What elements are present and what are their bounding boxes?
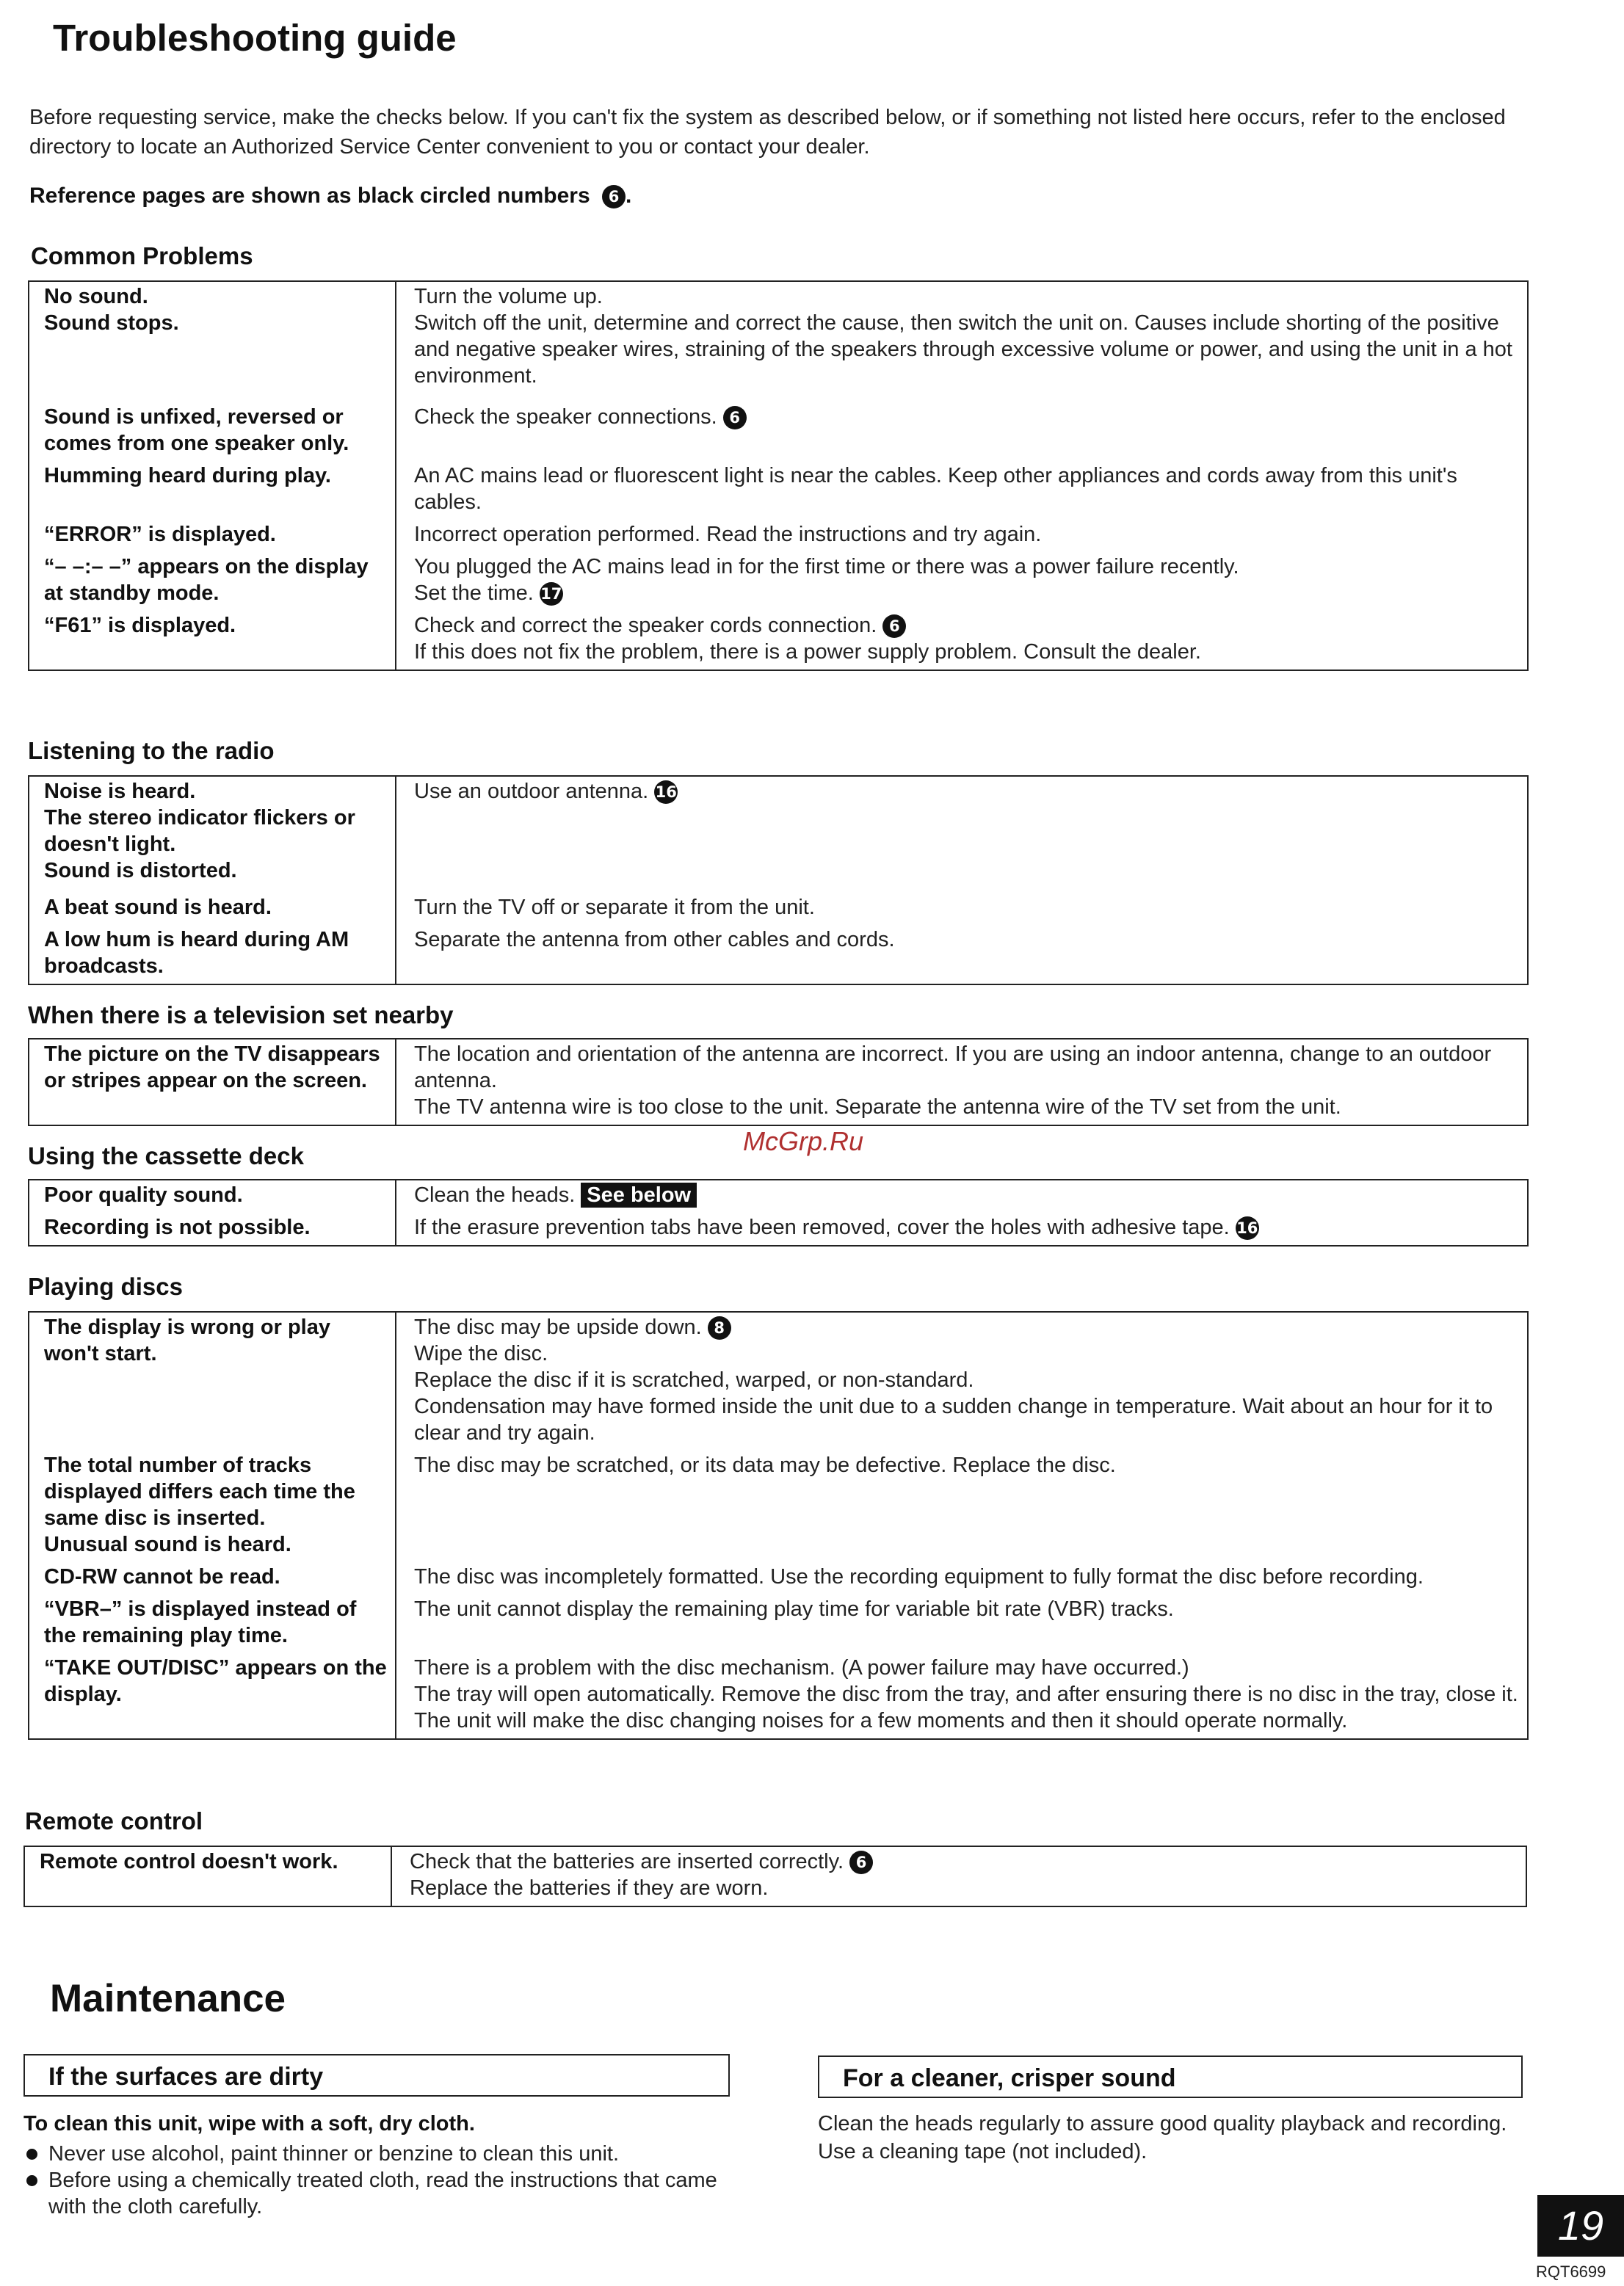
table-row (29, 1312, 1528, 1451)
table-common-problems (28, 280, 1529, 671)
surfaces-bullet-list (23, 2141, 743, 2220)
remedy-cell: Turn the TV off or separate it from the unit. (414, 896, 815, 919)
section-heading-radio: Listening to the radio (28, 737, 275, 764)
remedy-text: Check that the batteries are inserted correctly. (410, 1850, 844, 1873)
section-heading-discs: Playing discs (28, 1273, 183, 1300)
table-remote (23, 1846, 1527, 1907)
remedy-text: Check the speaker connections. (414, 405, 717, 429)
symptom-cell: CD-RW cannot be read. (29, 1562, 396, 1594)
symptom-cell: “– –:– –” appears on the display at standby mode. (29, 552, 396, 611)
watermark: McGrp.Ru (743, 1126, 864, 1156)
symptom-cell: Humming heard during play. (29, 461, 396, 520)
table-row (29, 1562, 1528, 1594)
table-row (29, 281, 1528, 393)
box-heading-cleaner: For a cleaner, crisper sound (818, 2055, 1523, 2098)
remedy-text: Replace the batteries if they are worn. (410, 1876, 769, 1900)
remedy-cell: Turn the volume up. Switch off the unit, determine and correct the cause, then switch the unit on. Causes include shorting of the positive and negative speaker wires, straining of the speakers through excessive volume or power, and using the unit in a hot environment. (414, 285, 1512, 388)
table-cassette (28, 1179, 1529, 1247)
page-title: Troubleshooting guide (53, 17, 457, 59)
table-row (29, 461, 1528, 520)
remedy-text: Use an outdoor antenna. (414, 780, 649, 803)
table-row (29, 925, 1528, 984)
see-below-tag: See below (581, 1183, 697, 1208)
remedy-cell: The location and orientation of the antenna are incorrect. If you are using an indoor antenna, change to an outdoor antenna. The TV antenna wire is too close to the unit. Separate the antenna wire of the TV set from the unit. (414, 1042, 1492, 1119)
remedy-text: Wipe the disc. Replace the disc if it is scratched, warped, or non-standard. Condensation may have formed inside the unit due to a sudden change in temperature. Wait about an hour for it to clear and try again. (414, 1342, 1493, 1445)
remedy-text: The disc may be upside down. (414, 1316, 702, 1339)
symptom-cell: Remote control doesn't work. (24, 1846, 391, 1906)
remedy-cell (391, 1846, 1526, 1906)
cleaner-text: Clean the heads regularly to assure good quality playback and recording. (818, 2112, 1507, 2136)
symptom-cell: “ERROR” is displayed. (29, 520, 396, 552)
symptom-cell: Sound is unfixed, reversed or comes from one speaker only. (29, 393, 396, 461)
table-row (29, 1451, 1528, 1562)
table-radio (28, 775, 1529, 985)
surfaces-lead: To clean this unit, wipe with a soft, dry cloth. (23, 2112, 475, 2136)
table-row (29, 520, 1528, 552)
remedy-text: If this does not fix the problem, there is a power supply problem. Consult the dealer. (414, 640, 1201, 664)
circled-number-icon: 6 (723, 406, 747, 429)
remedy-cell (396, 1312, 1528, 1451)
table-row (29, 1039, 1528, 1125)
surfaces-content (23, 2110, 743, 2220)
section-heading-cassette: Using the cassette deck (28, 1142, 304, 1169)
cleaner-content (818, 2110, 1523, 2166)
remedy-cell: There is a problem with the disc mechanism. (A power failure may have occurred.) The tray will open automatically. Remove the disc from the tray, and after ensuring there is no disc in the tray, close it. The unit will make the disc changing noises for a few moments and then it should operate normally. (414, 1656, 1518, 1732)
remedy-cell: An AC mains lead or fluorescent light is near the cables. Keep other appliances and cords away from this unit's cables. (414, 464, 1457, 514)
table-row (29, 1594, 1528, 1653)
section-heading-television: When there is a television set nearby (28, 1001, 454, 1028)
circled-number-icon: 16 (654, 780, 678, 804)
table-discs (28, 1311, 1529, 1740)
section-heading-remote: Remote control (25, 1807, 203, 1835)
symptom-cell: No sound. Sound stops. (29, 281, 396, 393)
remedy-cell (396, 552, 1528, 611)
remedy-cell: Separate the antenna from other cables and cords. (414, 928, 895, 951)
remedy-cell (396, 611, 1528, 670)
list-item: Never use alcohol, paint thinner or benzine to clean this unit. (23, 2141, 743, 2167)
remedy-cell (396, 1180, 1528, 1213)
table-row (29, 893, 1528, 925)
circled-number-icon: 6 (602, 185, 626, 208)
symptom-cell: Poor quality sound. (29, 1180, 396, 1213)
reference-note: Reference pages are shown as black circled numbers 6 . (29, 184, 632, 208)
table-row (29, 1653, 1528, 1739)
circled-number-icon: 16 (1236, 1216, 1259, 1240)
table-row (29, 552, 1528, 611)
symptom-cell: A low hum is heard during AM broadcasts. (29, 925, 396, 984)
symptom-cell: “TAKE OUT/DISC” appears on the display. (29, 1653, 396, 1739)
remedy-cell: The unit cannot display the remaining play time for variable bit rate (VBR) tracks. (414, 1597, 1174, 1621)
symptom-cell: The display is wrong or play won't start. (29, 1312, 396, 1451)
table-row (29, 1180, 1528, 1213)
symptom-cell: Noise is heard. The stereo indicator flickers or doesn't light. Sound is distorted. (29, 776, 396, 893)
page-number: 19 (1537, 2195, 1624, 2257)
intro-paragraph: Before requesting service, make the checks below. If you can't fix the system as described below, or if something not listed here occurs, refer to the enclosed directory to locate an Authorized Service Center convenient to you or contact your dealer. (29, 106, 1506, 159)
remedy-text: Check and correct the speaker cords connection. (414, 614, 877, 637)
symptom-cell: “F61” is displayed. (29, 611, 396, 670)
table-row (29, 1213, 1528, 1246)
remedy-text: You plugged the AC mains lead in for the first time or there was a power failure recently. Set the time. (414, 555, 1239, 605)
remedy-text: If the erasure prevention tabs have been removed, cover the holes with adhesive tape. (414, 1216, 1230, 1239)
symptom-cell: Recording is not possible. (29, 1213, 396, 1246)
symptom-cell: A beat sound is heard. (29, 893, 396, 925)
table-row (24, 1846, 1526, 1906)
table-row (29, 776, 1528, 893)
remedy-cell: Incorrect operation performed. Read the instructions and try again. (414, 523, 1042, 546)
maintenance-title: Maintenance (50, 1977, 286, 2020)
model-code: RQT6699 (1536, 2263, 1606, 2281)
remedy-cell (396, 393, 1528, 461)
reference-note-text: Reference pages are shown as black circled numbers (29, 184, 590, 208)
remedy-cell (396, 776, 1528, 893)
remedy-text: Clean the heads. (414, 1183, 576, 1207)
box-heading-surfaces: If the surfaces are dirty (23, 2054, 730, 2097)
circled-number-icon: 6 (882, 614, 906, 638)
circled-number-icon: 8 (708, 1316, 731, 1340)
remedy-cell: The disc may be scratched, or its data may be defective. Replace the disc. (414, 1454, 1116, 1477)
table-television (28, 1038, 1529, 1126)
circled-number-icon: 6 (849, 1851, 873, 1874)
symptom-cell: The picture on the TV disappears or stripes appear on the screen. (29, 1039, 396, 1125)
remedy-cell: The disc was incompletely formatted. Use the recording equipment to fully format the disc before recording. (414, 1565, 1424, 1589)
table-row (29, 393, 1528, 461)
circled-number-icon: 17 (540, 582, 563, 606)
symptom-cell: The total number of tracks displayed differs each time the same disc is inserted. Unusual sound is heard. (29, 1451, 396, 1562)
cleaner-text: Use a cleaning tape (not included). (818, 2140, 1148, 2163)
list-item: Before using a chemically treated cloth, read the instructions that came with the cloth carefully. (23, 2167, 743, 2220)
section-heading-common-problems: Common Problems (31, 242, 253, 269)
symptom-cell: “VBR–” is displayed instead of the remaining play time. (29, 1594, 396, 1653)
remedy-cell (396, 1213, 1528, 1246)
table-row (29, 611, 1528, 670)
